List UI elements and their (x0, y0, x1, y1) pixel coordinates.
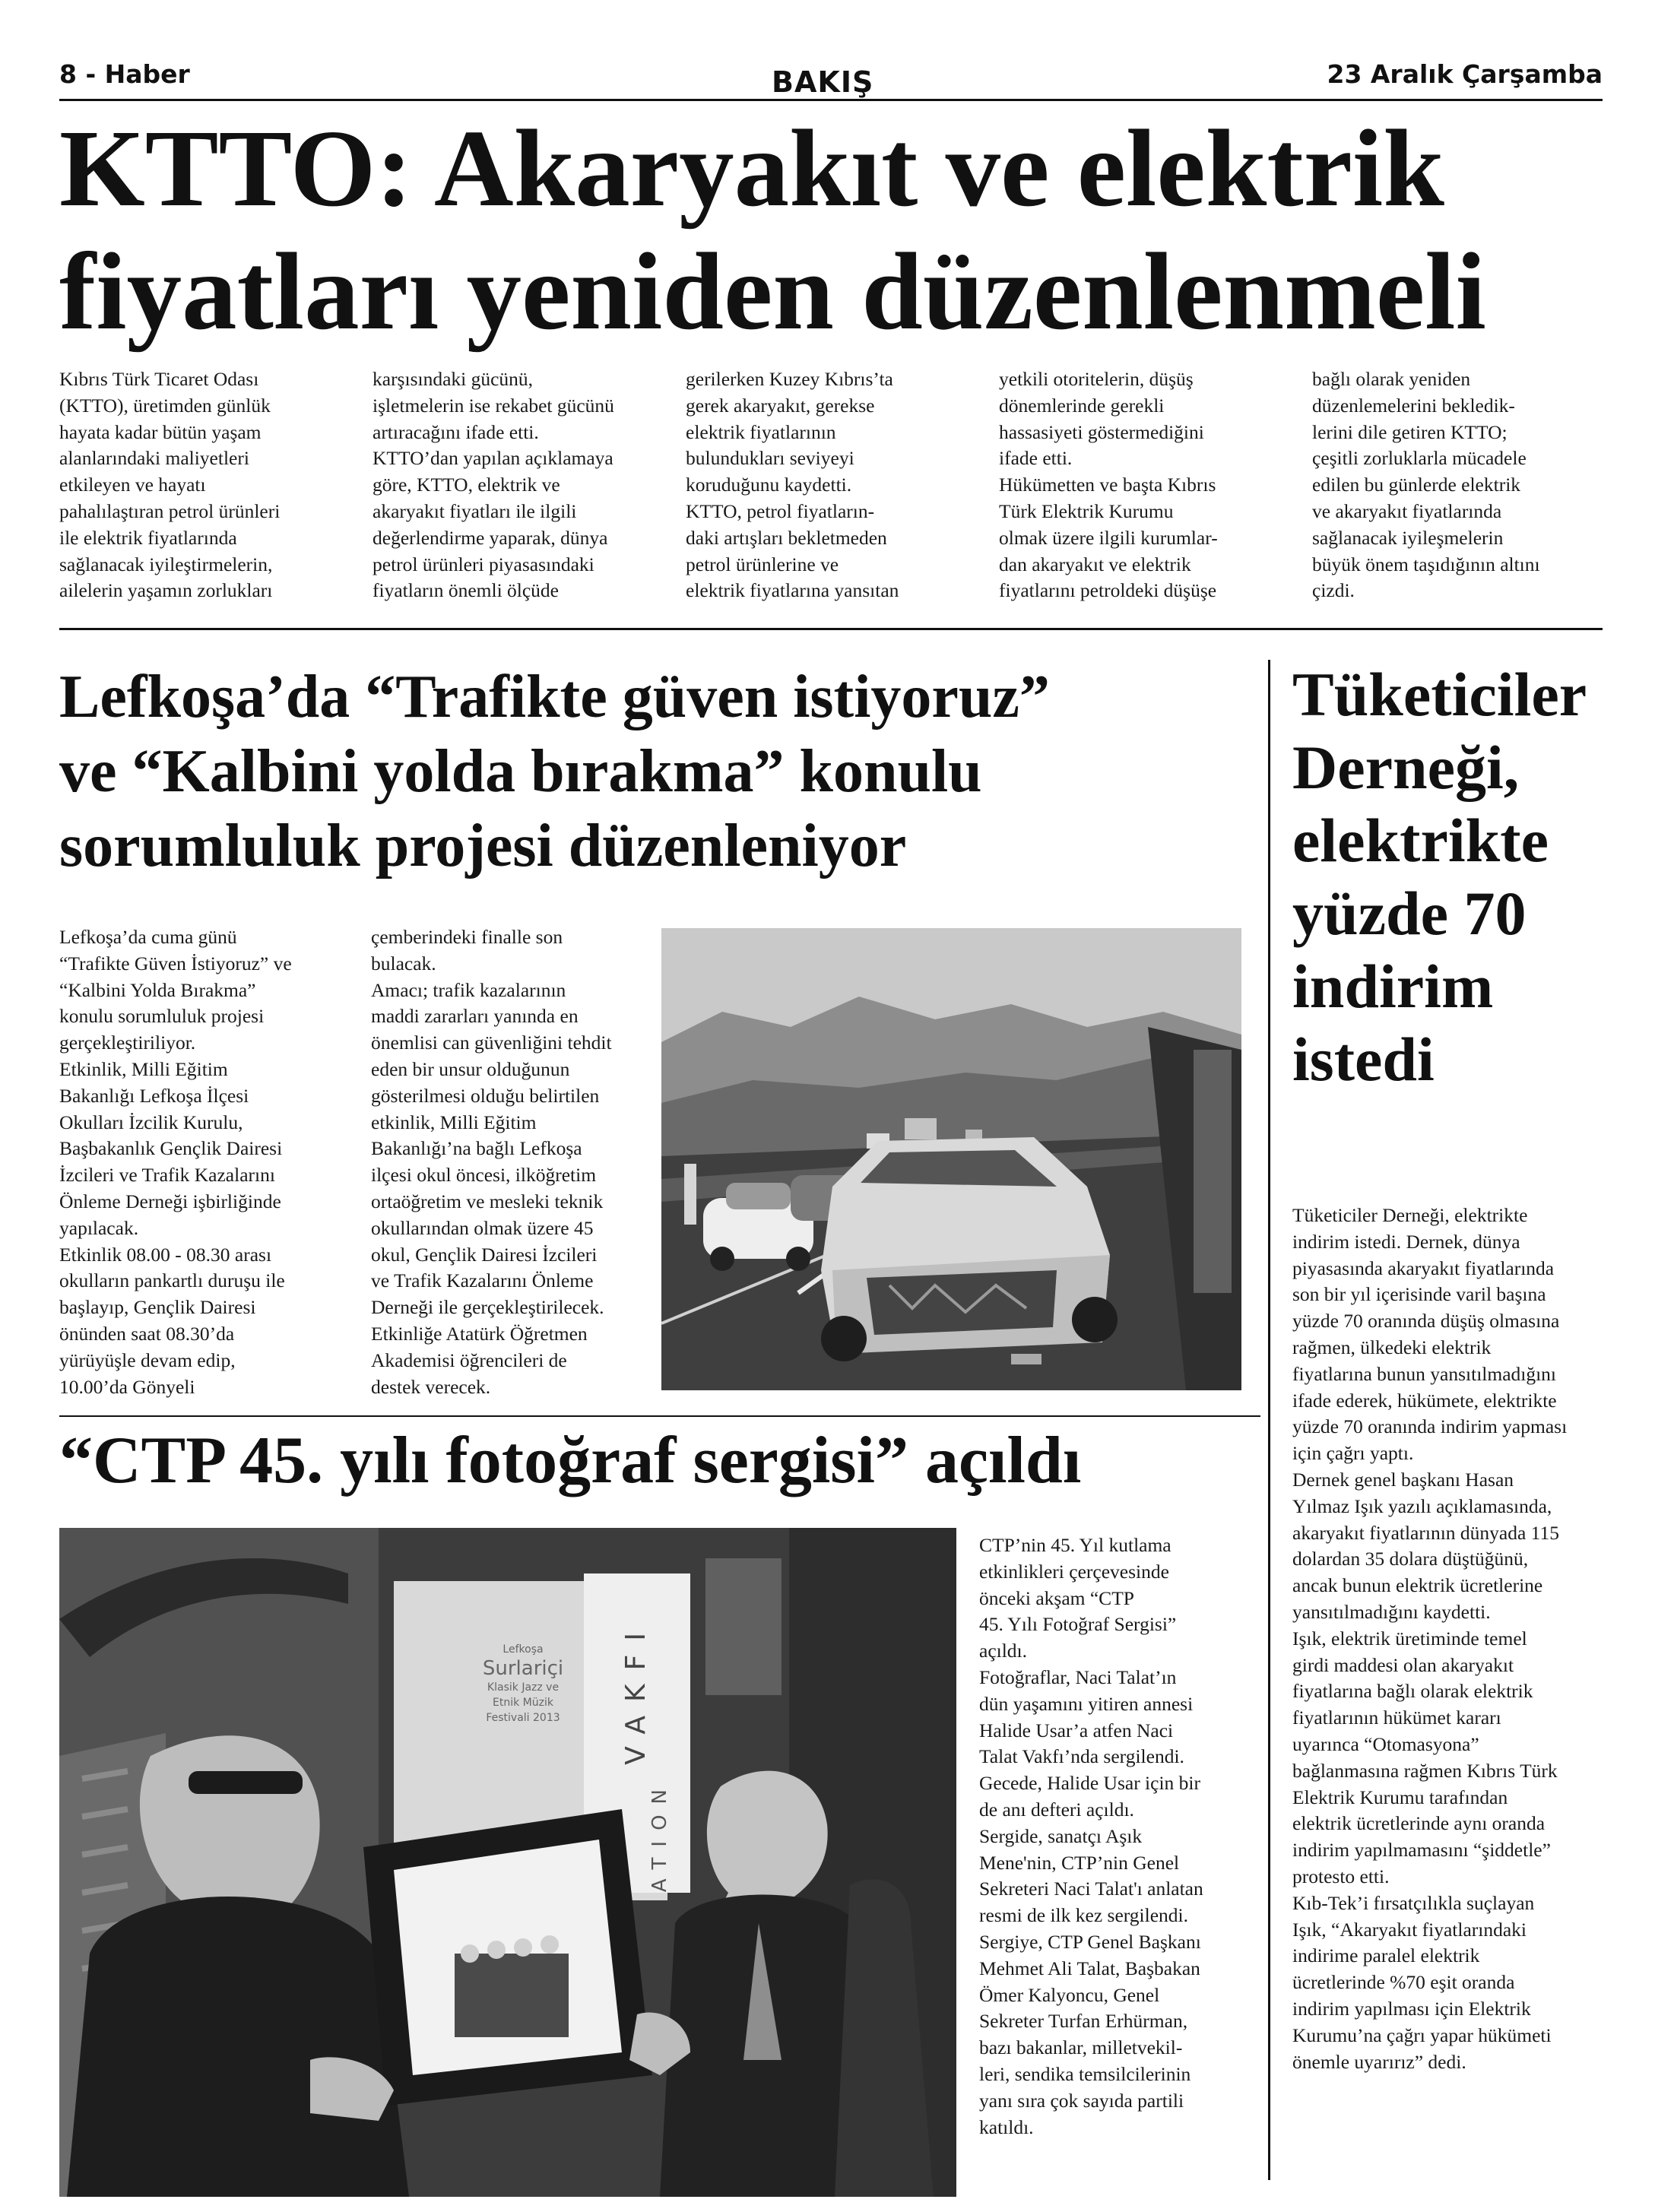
tuketici-headline-line-5: indirim (1292, 952, 1494, 1021)
issue-date: 23 Aralık Çarşamba (1327, 59, 1603, 89)
ktto-column-5: bağlı olarak yeniden düzenlemelerini bekledik- lerini dile getiren KTTO; çeşitli zorluklarla mücadele edilen bu günlerde elektrik ve akaryakıt fiyatlarında sağlanacak iyileşmelerin büyük önem taşıdığının altını çizdi. (1312, 368, 1540, 602)
tuketici-headline (1292, 658, 1604, 1096)
vakfi-banner-subtext: ATION (648, 1779, 671, 1893)
ktto-column-2: karşısındaki gücünü, işletmelerin ise rekabet gücünü artıracağını ifade etti. KTTO’dan yapılan açıklamaya göre, KTTO, elektrik ve akaryakıt fiyatları ile ilgili değerlendirme yaparak, dünya petrol ürünleri piyasasındaki fiyatların önemli ölçüde (373, 368, 614, 602)
tuketici-headline-line-1: Tüketiciler (1292, 660, 1587, 729)
trafik-column-2: çemberindeki finalle son bulacak. Amacı; trafik kazalarının maddi zararları yanında en önemlisi can güvenliğini tehdit eden bir unsur olduğunun gösterilmesi olduğu belirtilen etkinlik, Milli Eğitim Bakanlığı’na bağlı Lefkoşa ilçesi okul öncesi, ilköğretim ortaöğretim ve mesleki teknik okullarından olmak üzere 45 okul, Gençlik Dairesi İzcileri ve Trafik Kazalarını Önleme Derneği ile gerçekleştirilecek. Etkinliğe Atatürk Öğretmen Akademisi öğrencileri de destek verecek. (371, 926, 612, 1398)
ktto-column-4: yetkili otoritelerin, düşüş dönemlerinde gerekli hassasiyeti göstermediğini ifade etti. Hükümetten ve başta Kıbrıs Türk Elektrik Kurumu olmak üzere ilgili kurumlar- dan akaryakıt ve elektrik fiyatlarını petroldeki düşüşe (999, 368, 1218, 602)
ctp-rule (59, 1415, 1260, 1417)
festival-banner-line-5: Festivali 2013 (486, 1712, 560, 1724)
ktto-column-1: Kıbrıs Türk Ticaret Odası (KTTO), üretimden günlük hayata kadar bütün yaşam alanlarındaki maliyetleri etkileyen ve hayatı pahalılaştıran petrol ürünleri ile elektrik fiyatlarında sağlanacak iyileştirmelerin, ailelerin yaşamın zorlukları (59, 368, 281, 602)
ktto-column-3: gerilerken Kuzey Kıbrıs’ta gerek akaryakıt, gerekse elektrik fiyatlarının bulundukları seviyeyi koruduğunu kaydetti. KTTO, petrol fiyatların- daki artışları bekletmeden petrol ürünlerine ve elektrik fiyatlarına yansıtan (686, 368, 899, 602)
ktto-headline-line-1: KTTO: Akaryakıt ve elektrik (59, 108, 1444, 230)
crash-photo-image (661, 928, 1241, 1390)
column-divider (1268, 660, 1270, 2180)
trafik-headline-line-3: sorumluluk projesi düzenleniyor (59, 813, 907, 879)
tuketici-body: Tüketiciler Derneği, elektrikte indirim istedi. Dernek, dünya piyasasında akaryakıt fiyatlarında son bir yıl içerisinde varil başına yüzde 70 oranında düşüş olmasına rağmen, ülkedeki elektrik fiyatlarına bunun yansıtılmadığını ifade ederek, hükümete, elektrikte yüzde 70 oranında indirim yapması için çağrı yaptı. Dernek genel başkanı Hasan Yılmaz Işık yazılı açıklamasında, akaryakıt fiyatlarının dünyada 115 dolardan 35 dolara düştüğünü, ancak bunun elektrik ücretlerine yansıtılmadığını kaydetti. Işık, elektrik üretiminde temel girdi maddesi olan akaryakıt fiyatlarına bağlı olarak elektrik fiyatlarının hükümet kararı uyarınca “Otomasyona” bağlanmasına rağmen Kıbrıs Türk Elektrik Kurumu tarafından elektrik ücretlerinde aynı oranda indirim yapılmamasını “şiddetle” protesto etti. Kıb-Tek’i fırsatçılıkla suçlayan Işık, “Akaryakıt fiyatlarındaki indirime paralel elektrik ücretlerinde %70 eşit oranda indirim yapılması için Elektrik Kurumu’na çağrı yapar hükümeti önemle uyarırız” dedi. (1292, 1204, 1568, 2073)
page-label: 8 - Haber (59, 59, 190, 89)
festival-banner-line-1: Lefkoşa (503, 1643, 544, 1656)
header-rule (59, 99, 1603, 101)
section-rule (59, 628, 1603, 630)
trafik-headline-line-2: ve “Kalbini yolda bırakma” konulu (59, 738, 982, 805)
festival-banner-line-2: Surlariçi (482, 1657, 564, 1680)
festival-banner-line-3: Klasik Jazz ve (487, 1681, 560, 1694)
festival-banner (455, 1642, 591, 1726)
tuketici-headline-line-3: elektrikte (1292, 806, 1549, 875)
ctp-exhibition-photo (59, 1528, 956, 2197)
crash-photo (661, 928, 1241, 1390)
tuketici-headline-line-6: istedi (1292, 1025, 1435, 1094)
ctp-headline: “CTP 45. yılı fotoğraf sergisi” açıldı (59, 1424, 1082, 1497)
festival-banner-line-4: Etnik Müzik (493, 1697, 553, 1709)
trafik-headline-line-1: Lefkoşa’da “Trafikte güven istiyoruz” (59, 664, 1050, 730)
trafik-column-1: Lefkoşa’da cuma günü “Trafikte Güven İstiyoruz” ve “Kalbini Yolda Bırakma” konulu sorumluluk projesi gerçekleştiriliyor. Etkinlik, Milli Eğitim Bakanlığı Lefkoşa İlçesi Okulları İzcilik Kurulu, Başbakanlık Gençlik Dairesi İzcileri ve Trafik Kazalarını Önleme Derneği işbirliğinde yapılacak. Etkinlik 08.00 - 08.30 arası okulların pankartlı duruşu ile başlayıp, Gençlik Dairesi önünden saat 08.30’da yürüyüşle devam edip, 10.00’da Gönyeli (59, 926, 292, 1398)
ktto-headline-line-2: fiyatları yeniden düzenlenmeli (59, 231, 1486, 353)
tuketici-headline-line-4: yüzde 70 (1292, 879, 1527, 948)
tuketici-headline-line-2: Derneği, (1292, 733, 1520, 802)
ctp-exhibition-photo-image (59, 1528, 956, 2197)
ctp-body: CTP’nin 45. Yıl kutlama etkinlikleri çerçevesinde önceki akşam “CTP 45. Yılı Fotoğraf Sergisi” açıldı. Fotoğraflar, Naci Talat’ın dün yaşamını yitiren annesi Halide Usar’a atfen Naci Talat Vakfı’nda sergilendi. Gecede, Halide Usar için bir de anı defteri açıldı. Sergide, sanatçı Aşık Mene'nin, CTP’nin Genel Sekreteri Naci Talat'ı anlatan resmi de ilk kez sergilendi. Sergiye, CTP Genel Başkanı Mehmet Ali Talat, Başbakan Ömer Kalyoncu, Genel Sekreter Turfan Erhürman, bazı bakanlar, milletvekil- leri, sendika temsilcilerinin yanı sıra çok sayıda partili katıldı. (979, 1534, 1203, 2138)
vakfi-banner-text: VAKFI (620, 1619, 652, 1765)
masthead: BAKIŞ (772, 65, 874, 99)
